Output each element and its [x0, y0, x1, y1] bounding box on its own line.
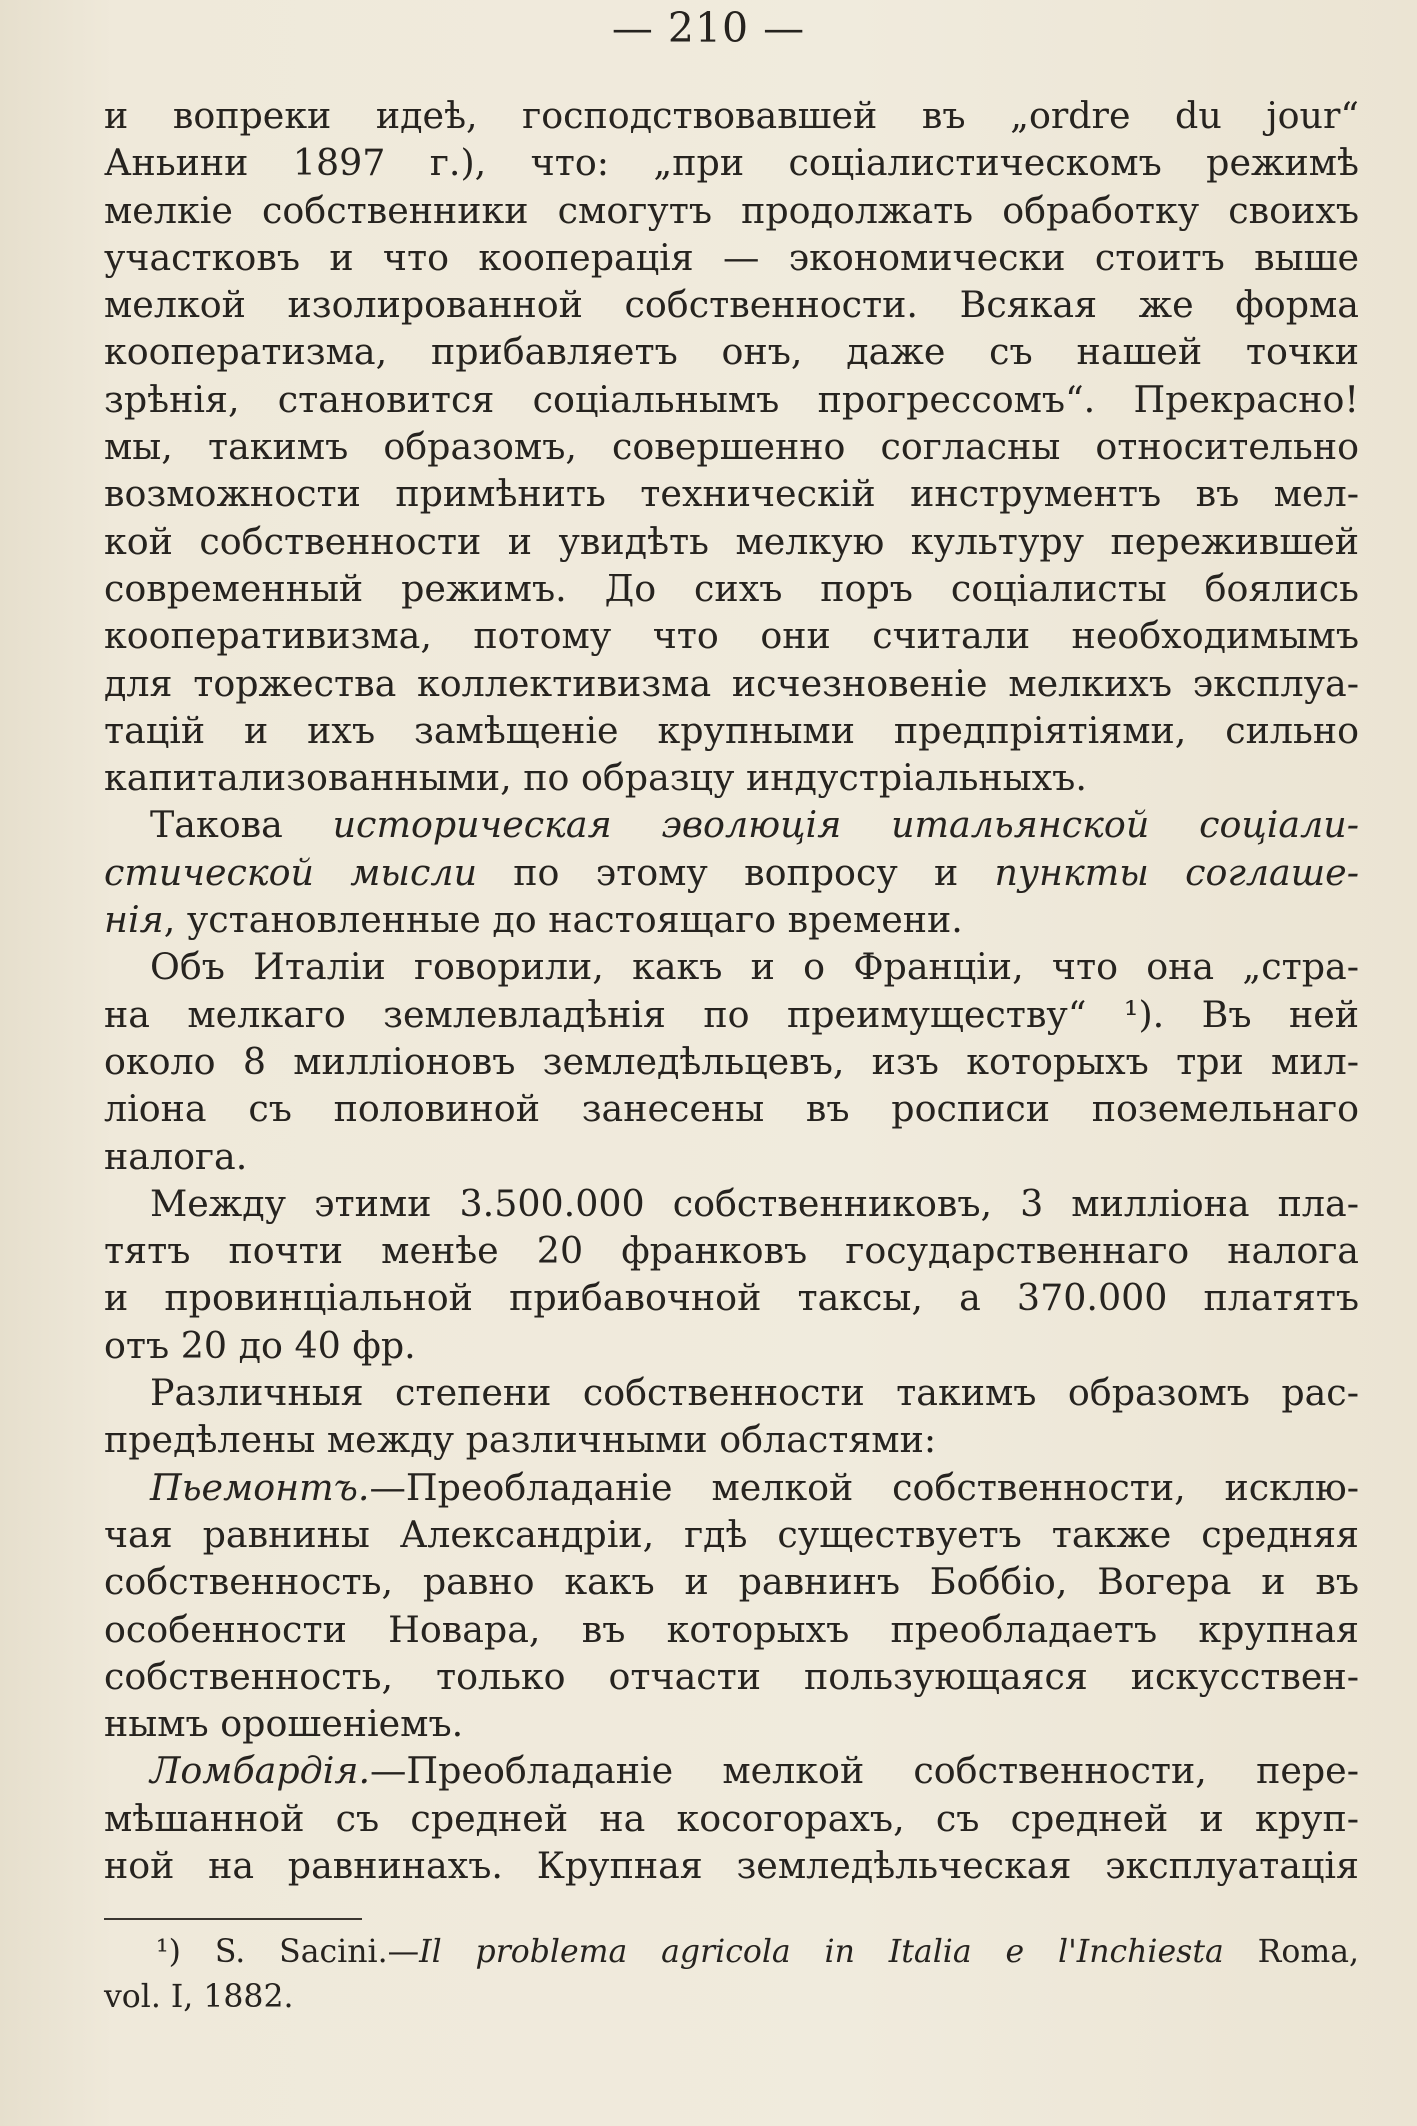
footnote-divider — [104, 1918, 362, 1920]
text-line: мѣшанной съ средней на косогорахъ, съ средней и круп- — [104, 1796, 1359, 1840]
paragraph-piedmont — [104, 1464, 1359, 1748]
text-line: кой собственности и увидѣть мелкую культуру пережившей — [104, 519, 1359, 563]
footnote-place: Roma, — [1223, 1934, 1359, 1970]
text-line: около 8 милліоновъ земледѣльцевъ, изъ которыхъ три мил- — [104, 1039, 1359, 1083]
text-line: собственность, равно какъ и равнинъ Боббіо, Вогера и въ — [104, 1560, 1359, 1604]
text-line: кооперативизма, потому что они считали необходимымъ — [104, 614, 1359, 658]
text-line: собственность, только отчасти пользующаяся искусствен- — [104, 1654, 1359, 1698]
italic-phrase: стической мысли — [104, 850, 478, 894]
text-line — [104, 1464, 1359, 1511]
paragraph-4 — [104, 1180, 1359, 1369]
footnote-line: vol. I, 1882. — [104, 1979, 294, 2015]
italic-phrase: пункты соглаше- — [994, 850, 1359, 894]
footnote-line — [104, 1930, 1359, 1975]
text-line: зрѣнія, становится соціальнымъ прогрессомъ“. Прекрасно! — [104, 377, 1359, 421]
text-line: чая равнины Александріи, гдѣ существуетъ также средняя — [104, 1512, 1359, 1556]
text-line: мелкіе собственники смогутъ продолжать обработку своихъ — [104, 188, 1359, 232]
text-line: кооператизма, прибавляетъ онъ, даже съ нашей точки — [104, 330, 1359, 374]
text-line: участковъ и что кооперація — экономически стоитъ выше — [104, 235, 1359, 279]
text-line: особенности Новара, въ которыхъ преобладаетъ крупная — [104, 1607, 1359, 1651]
text-line: Различныя степени собственности такимъ образомъ рас- — [150, 1371, 1359, 1415]
text-run: по этому вопросу и — [477, 850, 995, 894]
paragraph-3 — [104, 943, 1359, 1179]
paragraph-5 — [104, 1369, 1359, 1464]
text-line: и провинціальной прибавочной таксы, а 370.000 платятъ — [104, 1276, 1359, 1320]
text-line: капитализованными, по образцу индустріальныхъ. — [104, 756, 1087, 800]
text-line: тятъ почти менѣе 20 франковъ государственнаго налога — [104, 1229, 1359, 1273]
footnote-dash: — — [387, 1934, 420, 1970]
footnote-marker: ¹) — [156, 1934, 215, 1970]
footnote — [104, 1930, 1359, 2020]
text-line: и вопреки идеѣ, господствовавшей въ „ordre du jour“ — [104, 94, 1359, 137]
text-line: современный режимъ. До сихъ поръ соціалисты боялись — [104, 566, 1359, 610]
italic-phrase: историческая эволюція итальянской соціали- — [332, 803, 1359, 847]
text-line: налога. — [104, 1134, 248, 1178]
text-run: , установленные до настоящаго времени. — [163, 898, 963, 942]
text-line: на мелкаго землевладѣнія по преимуществу“ ¹). Въ ней — [104, 992, 1359, 1036]
footnote-title: Il problema agricola in Italia e l'Inchiesta — [419, 1934, 1224, 1970]
text-line: ной на равнинахъ. Крупная земледѣльческая эксплуатація — [104, 1843, 1359, 1887]
text-line — [104, 1747, 1359, 1794]
text-line: мы, такимъ образомъ, совершенно согласны относительно — [104, 425, 1359, 469]
text-line: возможности примѣнить техническій инструментъ въ мел- — [104, 472, 1359, 516]
paragraph-lombardy — [104, 1747, 1359, 1889]
page-number: — 210 — — [611, 4, 806, 52]
text-line: Между этими 3.500.000 собственниковъ, 3 милліона пла- — [150, 1181, 1359, 1225]
text-run: —Преобладаніе мелкой собственности, исклю- — [369, 1465, 1359, 1509]
text-line — [104, 801, 1359, 848]
text-line: отъ 20 до 40 фр. — [104, 1323, 416, 1367]
text-line — [104, 896, 1359, 943]
paragraph-1 — [104, 92, 1359, 801]
region-name: Ломбардія. — [150, 1749, 371, 1793]
text-line: тацій и ихъ замѣщеніе крупными предпріятіями, сильно — [104, 708, 1359, 752]
text-line: Объ Италіи говорили, какъ и о Франціи, что она „стра- — [150, 945, 1359, 989]
region-name: Пьемонтъ. — [150, 1465, 370, 1509]
footnote-author: S. Sacini. — [214, 1934, 388, 1970]
text-line: предѣлены между различными областями: — [104, 1418, 937, 1462]
italic-phrase: нія — [104, 898, 164, 942]
text-run: —Преобладаніе мелкой собственности, пере- — [370, 1749, 1359, 1793]
text-line: ліона съ половиной занесены въ росписи поземельнаго — [104, 1087, 1359, 1131]
text-line: нымъ орошеніемъ. — [104, 1702, 464, 1746]
paragraph-2 — [104, 801, 1359, 943]
text-run: Такова — [150, 803, 333, 847]
text-line — [104, 849, 1359, 896]
text-line: Аньини 1897 г.), что: „при соціалистическомъ режимѣ — [104, 141, 1359, 185]
text-line: мелкой изолированной собственности. Всякая же форма — [104, 283, 1359, 327]
main-text — [104, 92, 1359, 1889]
text-line: для торжества коллективизма исчезновеніе мелкихъ эксплуа- — [104, 661, 1359, 705]
